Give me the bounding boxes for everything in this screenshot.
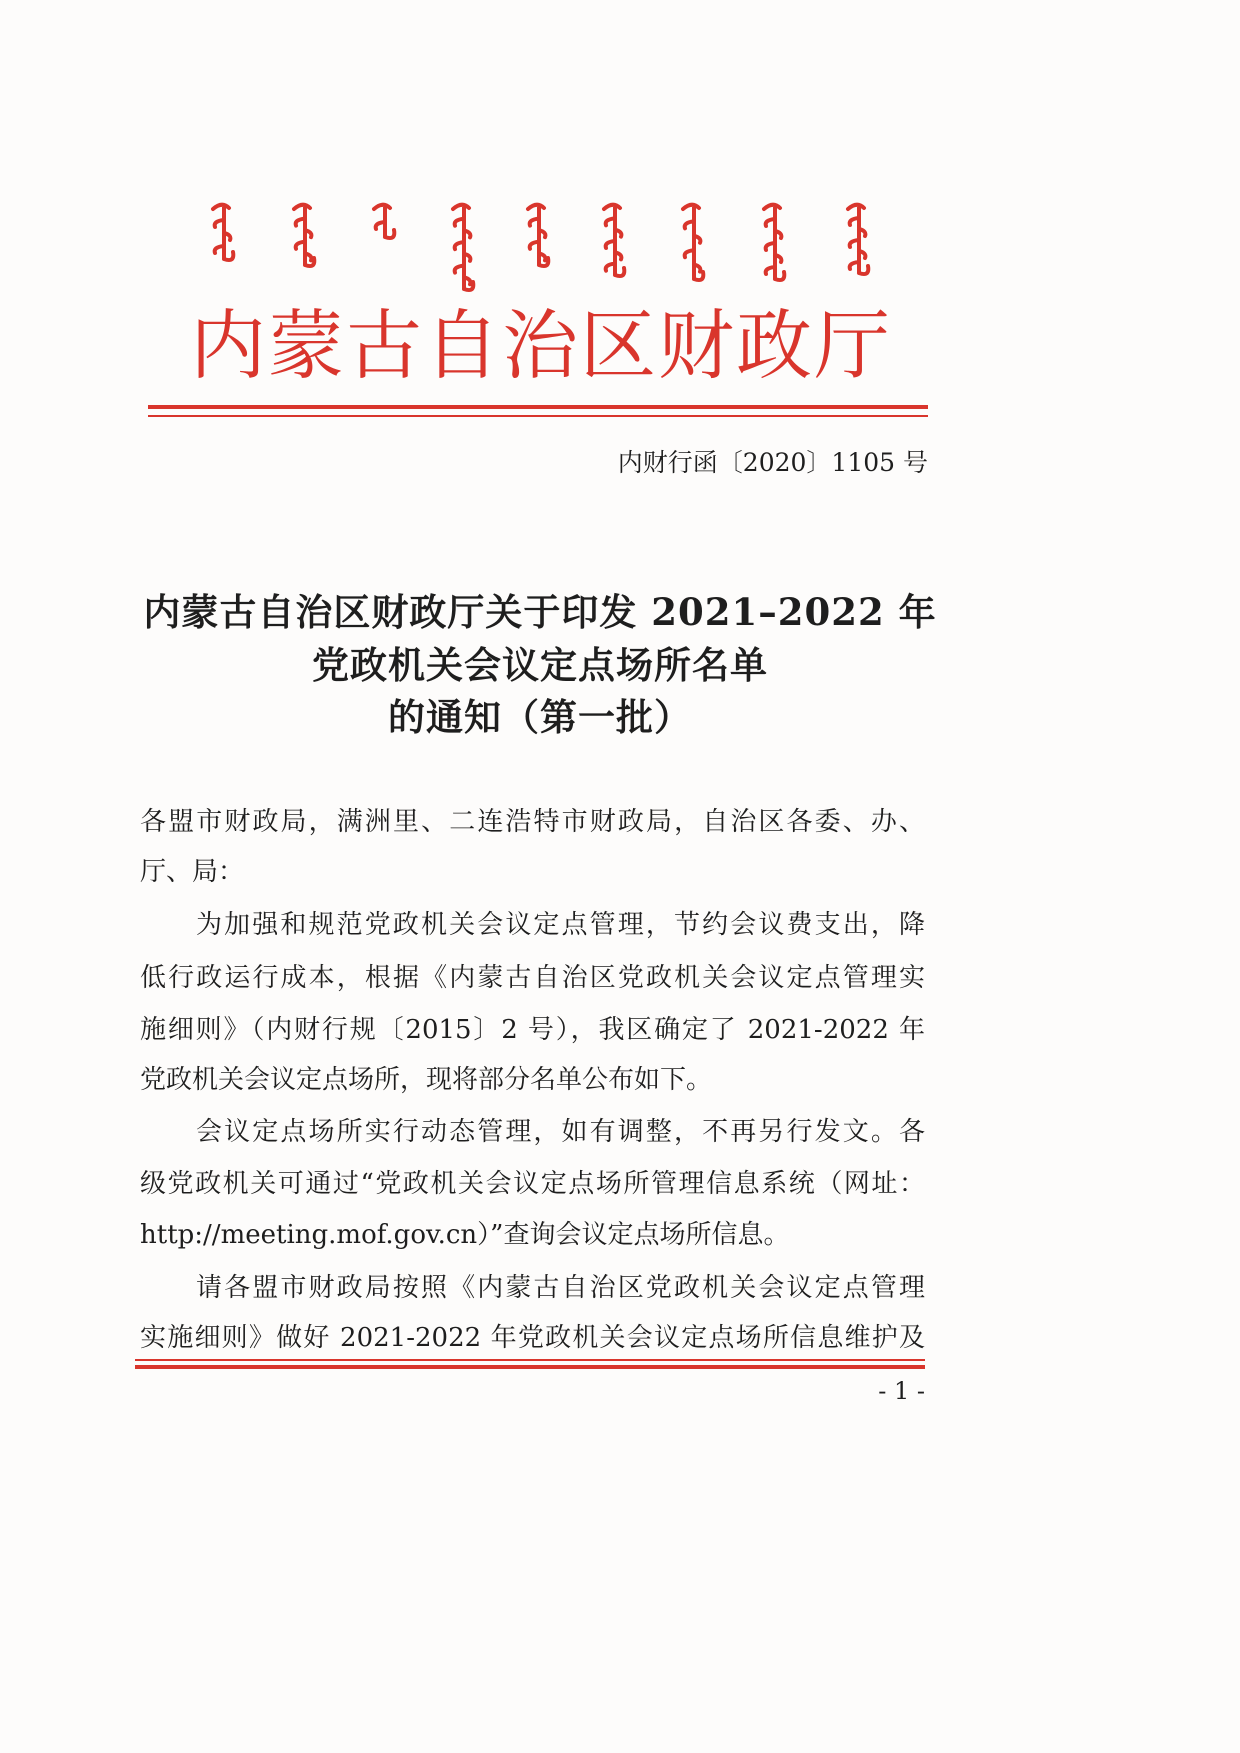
page-number: - 1 - — [878, 1377, 925, 1405]
mongolian-script-word — [764, 205, 784, 280]
document-title-line-3: 的通知（第一批） — [388, 695, 692, 739]
mongolian-script-word — [294, 205, 314, 266]
footer-red-rule-thin — [135, 1359, 925, 1361]
body-line: http://meeting.mof.gov.cn）”查询会议定点场所信息。 — [140, 1220, 790, 1250]
mongolian-script-word — [528, 205, 548, 266]
letterhead-red-rule-thick — [148, 405, 928, 409]
mongolian-script-word — [453, 205, 473, 290]
body-line: 低行政运行成本，根据《内蒙古自治区党政机关会议定点管理实 — [140, 963, 925, 993]
body-line: 请各盟市财政局按照《内蒙古自治区党政机关会议定点管理 — [196, 1273, 925, 1303]
body-line: 各盟市财政局，满洲里、二连浩特市财政局，自治区各委、办、 — [140, 807, 925, 837]
body-line: 施细则》（内财行规〔2015〕2 号），我区确定了 2021-2022 年 — [140, 1015, 925, 1045]
document-title-line-2: 党政机关会议定点场所名单 — [312, 643, 768, 687]
mongolian-letterhead-script — [190, 195, 890, 295]
body-line: 为加强和规范党政机关会议定点管理，节约会议费支出，降 — [196, 910, 925, 940]
mongolian-script-word — [374, 205, 394, 238]
letterhead-title: 内蒙古自治区财政厅 — [190, 301, 890, 390]
mongolian-script-word — [848, 205, 868, 274]
mongolian-script-word — [683, 205, 703, 280]
document-number: 内财行函〔2020〕1105 号 — [617, 448, 928, 477]
mongolian-script-word — [604, 205, 624, 276]
letterhead-red-rule-thin — [148, 415, 928, 417]
body-line: 会议定点场所实行动态管理，如有调整，不再另行发文。各 — [196, 1117, 925, 1147]
body-line: 实施细则》做好 2021-2022 年党政机关会议定点场所信息维护及 — [140, 1323, 925, 1353]
document-title-line-1: 内蒙古自治区财政厅关于印发 2021–2022 年 — [143, 590, 937, 634]
body-line: 党政机关会议定点场所，现将部分名单公布如下。 — [140, 1065, 713, 1095]
mongolian-script-word — [213, 205, 233, 260]
footer-red-rule-thick — [135, 1365, 925, 1369]
body-line: 级党政机关可通过“党政机关会议定点场所管理信息系统（网址： — [140, 1169, 925, 1199]
body-line: 厅、局： — [140, 857, 245, 887]
